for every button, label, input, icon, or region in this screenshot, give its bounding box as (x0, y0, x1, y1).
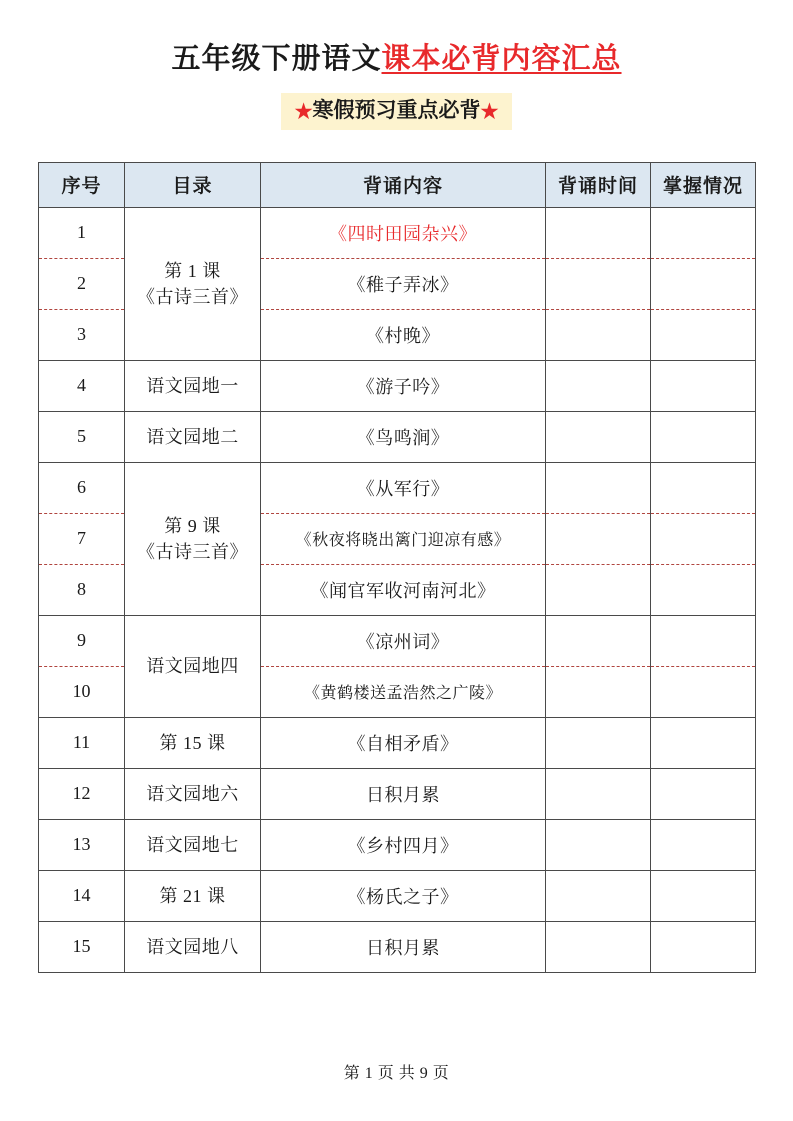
cell-mastery[interactable] (651, 870, 756, 921)
cell-catalog: 语文园地六 (125, 768, 261, 819)
cell-no: 3 (39, 309, 125, 360)
cell-content: 《秋夜将晓出篱门迎凉有感》 (261, 513, 546, 564)
cell-time[interactable] (546, 462, 651, 513)
cell-time[interactable] (546, 258, 651, 309)
cell-mastery[interactable] (651, 564, 756, 615)
star-icon-right: ★ (480, 100, 499, 123)
page-title (171, 42, 621, 77)
table-body (39, 207, 756, 972)
cell-content: 《闻官军收河南河北》 (261, 564, 546, 615)
cell-no: 9 (39, 615, 125, 666)
table-row (39, 819, 756, 870)
cell-catalog: 第 21 课 (125, 870, 261, 921)
recitation-table (38, 162, 756, 973)
cell-no: 2 (39, 258, 125, 309)
cell-time[interactable] (546, 819, 651, 870)
cell-time[interactable] (546, 309, 651, 360)
cell-catalog: 第 1 课 《古诗三首》 (125, 207, 261, 360)
cell-content: 《杨氏之子》 (261, 870, 546, 921)
table-row (39, 360, 756, 411)
cell-mastery[interactable] (651, 615, 756, 666)
cell-catalog: 语文园地四 (125, 615, 261, 717)
cell-content: 《自相矛盾》 (261, 717, 546, 768)
cell-content: 《凉州词》 (261, 615, 546, 666)
table-row (39, 615, 756, 666)
table-row (39, 462, 756, 513)
cell-no: 8 (39, 564, 125, 615)
cell-catalog: 语文园地七 (125, 819, 261, 870)
cell-mastery[interactable] (651, 921, 756, 972)
subtitle-wrap (38, 93, 755, 130)
cell-mastery[interactable] (651, 411, 756, 462)
cell-no: 6 (39, 462, 125, 513)
cell-mastery[interactable] (651, 768, 756, 819)
cell-time[interactable] (546, 615, 651, 666)
cell-no: 7 (39, 513, 125, 564)
cell-content: 《稚子弄冰》 (261, 258, 546, 309)
column-header-mastery: 掌握情况 (651, 162, 756, 207)
cell-time[interactable] (546, 360, 651, 411)
cell-catalog: 第 9 课 《古诗三首》 (125, 462, 261, 615)
table-row (39, 717, 756, 768)
column-header-content: 背诵内容 (261, 162, 546, 207)
cell-catalog: 第 15 课 (125, 717, 261, 768)
cell-content: 日积月累 (261, 921, 546, 972)
table-row (39, 870, 756, 921)
cell-no: 14 (39, 870, 125, 921)
cell-time[interactable] (546, 564, 651, 615)
cell-mastery[interactable] (651, 360, 756, 411)
page-title-accent: 课本必背内容汇总 (381, 43, 622, 75)
cell-mastery[interactable] (651, 717, 756, 768)
cell-no: 10 (39, 666, 125, 717)
cell-catalog: 语文园地一 (125, 360, 261, 411)
cell-content: 《黄鹤楼送孟浩然之广陵》 (261, 666, 546, 717)
cell-content: 《四时田园杂兴》 (261, 207, 546, 258)
cell-mastery[interactable] (651, 819, 756, 870)
cell-no: 1 (39, 207, 125, 258)
cell-time[interactable] (546, 921, 651, 972)
cell-time[interactable] (546, 870, 651, 921)
cell-content: 《从军行》 (261, 462, 546, 513)
cell-no: 4 (39, 360, 125, 411)
table-row (39, 921, 756, 972)
column-header-catalog: 目录 (125, 162, 261, 207)
cell-time[interactable] (546, 207, 651, 258)
cell-time[interactable] (546, 768, 651, 819)
table-row (39, 411, 756, 462)
cell-no: 12 (39, 768, 125, 819)
cell-mastery[interactable] (651, 666, 756, 717)
cell-content: 《鸟鸣涧》 (261, 411, 546, 462)
table-row (39, 207, 756, 258)
column-header-no: 序号 (39, 162, 125, 207)
cell-no: 13 (39, 819, 125, 870)
cell-no: 15 (39, 921, 125, 972)
table-header (39, 162, 756, 207)
cell-time[interactable] (546, 411, 651, 462)
cell-mastery[interactable] (651, 309, 756, 360)
cell-content: 日积月累 (261, 768, 546, 819)
cell-mastery[interactable] (651, 258, 756, 309)
cell-time[interactable] (546, 717, 651, 768)
cell-catalog: 语文园地八 (125, 921, 261, 972)
title-block (38, 0, 755, 77)
cell-content: 《游子吟》 (261, 360, 546, 411)
cell-mastery[interactable] (651, 513, 756, 564)
page-footer: 第 1 页 共 9 页 (343, 1065, 450, 1082)
page-title-plain: 五年级下册语文 (171, 43, 382, 75)
cell-catalog: 语文园地二 (125, 411, 261, 462)
subtitle-banner (281, 93, 513, 130)
column-header-time: 背诵时间 (546, 162, 651, 207)
cell-mastery[interactable] (651, 207, 756, 258)
cell-no: 5 (39, 411, 125, 462)
cell-time[interactable] (546, 513, 651, 564)
cell-content: 《乡村四月》 (261, 819, 546, 870)
cell-content: 《村晚》 (261, 309, 546, 360)
cell-time[interactable] (546, 666, 651, 717)
table-header-row (39, 162, 756, 207)
star-icon-left: ★ (294, 100, 313, 123)
table-row (39, 768, 756, 819)
cell-mastery[interactable] (651, 462, 756, 513)
cell-no: 11 (39, 717, 125, 768)
subtitle-text: 寒假预习重点必背 (312, 97, 481, 122)
